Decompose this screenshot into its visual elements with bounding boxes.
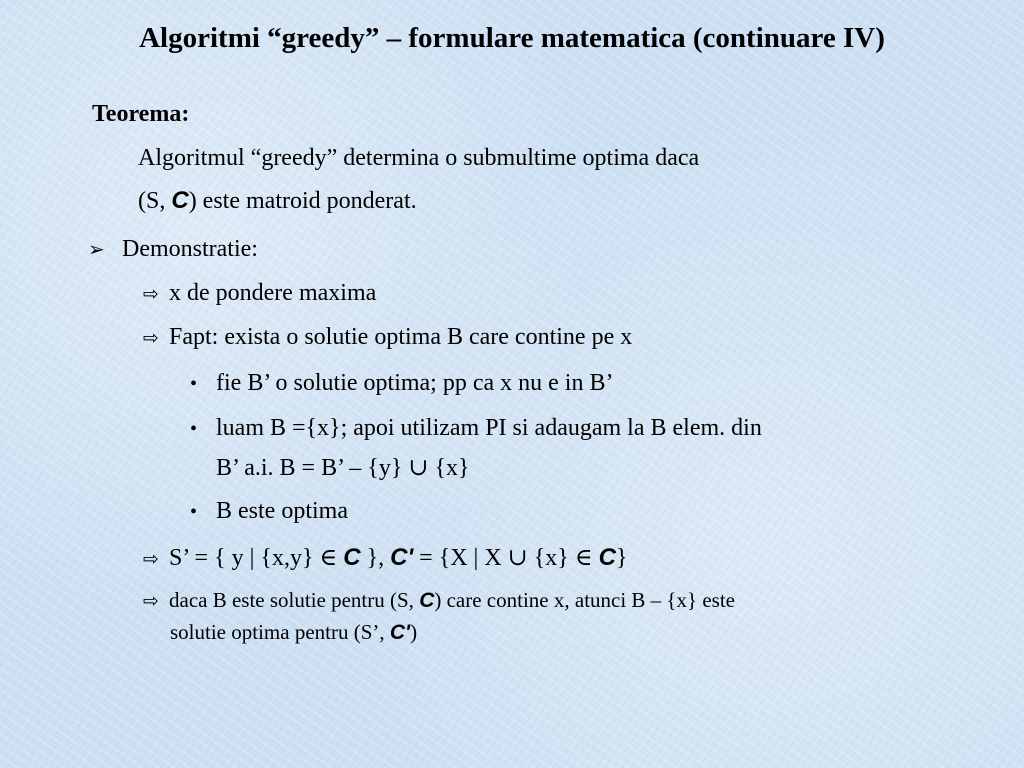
set-c-symbol: C	[419, 589, 435, 612]
bullet-item-text: luam B ={x}; apoi utilizam PI si adaugam la B elem. din	[216, 415, 762, 441]
bullet-item-2-continuation: B’ a.i. B = B’ – {y} ∪ {x}	[216, 455, 470, 481]
theorem-text-part: (S,	[138, 188, 172, 214]
arrow-item-4	[143, 588, 735, 613]
set-c-prime-symbol: C'	[389, 621, 411, 644]
formula-part: },	[360, 545, 391, 571]
arrow-right-icon: ⇨	[143, 590, 159, 612]
bullet-item-1	[190, 370, 613, 397]
set-c-symbol: C	[171, 187, 189, 214]
arrow-item-3	[143, 543, 627, 572]
set-c-symbol: C	[343, 544, 361, 571]
theorem-text-line1: Algoritmul “greedy” determina o submultime optima daca	[138, 145, 700, 171]
arrow-item-text: daca B este solutie pentru (S,	[169, 588, 420, 612]
arrow-right-icon: ⇨	[143, 548, 159, 570]
arrow-item-4-continuation	[170, 620, 417, 645]
bullet-item-3	[190, 498, 348, 525]
arrow-right-icon: ⇨	[143, 283, 159, 305]
formula-part: }	[615, 545, 628, 571]
arrow-item-text: solutie optima pentru (S’,	[170, 620, 390, 644]
formula-part: = {X | X ∪ {x} ∈	[413, 545, 599, 571]
chevron-right-icon: ➢	[88, 237, 105, 261]
theorem-label: Teorema:	[92, 101, 190, 127]
arrow-item-text: ) care contine x, atunci B – {x} este	[434, 588, 735, 612]
bullet-item-2	[190, 415, 762, 442]
set-c-symbol: C	[598, 544, 616, 571]
arrow-item-text: Fapt: exista o solutie optima B care contine pe x	[169, 324, 633, 350]
theorem-text-part: ) este matroid ponderat.	[188, 188, 417, 214]
bullet-icon: •	[190, 418, 198, 440]
formula-part: S’ = { y | {x,y} ∈	[169, 545, 344, 571]
bullet-item-text: fie B’ o solutie optima; pp ca x nu e in B’	[216, 370, 614, 396]
bullet-item-text: B este optima	[216, 498, 348, 524]
slide-title: Algoritmi “greedy” – formulare matematica (continuare IV)	[139, 22, 885, 54]
arrow-item-text: )	[410, 620, 418, 644]
set-c-prime-symbol: C'	[390, 544, 414, 571]
demonstration-item	[88, 236, 258, 263]
demonstration-label: Demonstratie:	[122, 236, 258, 262]
arrow-item-2	[143, 324, 632, 351]
bullet-icon: •	[190, 373, 198, 395]
arrow-right-icon: ⇨	[143, 327, 159, 349]
theorem-text-line2	[138, 187, 417, 215]
bullet-icon: •	[190, 501, 198, 523]
arrow-item-1	[143, 280, 376, 307]
arrow-item-text: x de pondere maxima	[169, 280, 377, 306]
